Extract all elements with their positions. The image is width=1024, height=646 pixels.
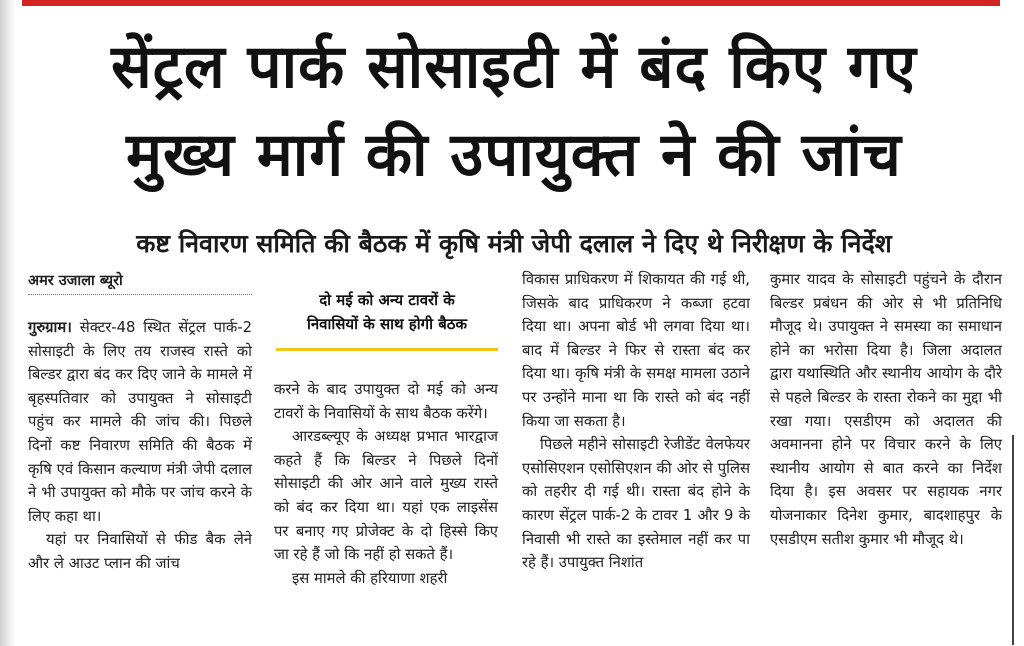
- pull-quote-line-2: निवासियों के साथ होगी बैठक: [306, 315, 468, 333]
- paragraph-text: सेक्टर-48 स्थित सेंट्रल पार्क-2 सोसाइटी के लिए तय राजस्व रास्ते को बिल्डर द्वारा बंद कर दिए जाने के मामले में बृहस्पतिवार को उपायुक्त ने सोसाइटी पहुंच कर मामले की जांच की। पिछले दिनों कष्ट निवारण समिति की बैठक में कृषि एवं किसान कल्याण मंत्री जेपी दलाल ने भी उपायुक्त को मौके पर जांच करने के लिए कहा था।: [28, 319, 252, 525]
- pull-quote-line-1: दो मई को अन्य टावरों के: [319, 291, 455, 309]
- article-paragraph: पिछले महीने सोसाइटी रेजीडेंट वेलफेयर एसोसिएशन एसोसिएशन की ओर से पुलिस को तहरीर दी गई थी। रास्ता बंद होने के कारण सेंट्रल पार्क-2 के टावर 1 और 9 के निवासी भी रास्ते का इस्तेमाल नहीं कर पा रहे हैं। उपायुक्त निशांत: [522, 436, 750, 572]
- article-paragraph: इस मामले की हरियाणा शहरी: [292, 569, 448, 587]
- headline-line-1: सेंट्रल पार्क सोसाइटी में बंद किए गए: [111, 32, 917, 102]
- article-paragraph: कुमार यादव के सोसाइटी पहुंचने के दौरान बिल्डर प्रबंधन की ओर से भी प्रतिनिधि मौजूद थे। उपायुक्त ने समस्या का समाधान होने का भरोसा दिया है। जिला अदालत द्वारा यथास्थिति और स्थानीय आयोग के दौरे से पहले बिल्डर के रास्ता रोकने का मुद्दा भी रखा गया। एसडीएम को अदालत की अवमानना होने पर विचार करने के लिए स्थानीय आयोग से बात करने का निर्देश दिया है। इस अवसर पर सहायक नगर योजनाकार दिनेश कुमार, बादशाहपुर के एसडीएम सतीश कुमार भी मौजूद थे।: [770, 271, 1002, 548]
- article-column-3: [522, 268, 750, 575]
- article-paragraph: करने के बाद उपायुक्त दो मई को अन्य टावरों के निवासियों के साथ बैठक करेंगे।: [274, 381, 498, 422]
- article-column-2: [274, 378, 498, 590]
- dateline: गुरुग्राम।: [28, 319, 72, 336]
- top-red-rule: [22, 0, 1000, 6]
- article-column-4: [770, 268, 1002, 551]
- byline: अमर उजाला ब्यूरो: [28, 268, 252, 295]
- pull-quote-box: [276, 288, 498, 336]
- article-paragraph: [28, 316, 252, 528]
- page-edge-shadow: [0, 0, 16, 646]
- article-paragraph: यहां पर निवासियों से फीड बैक लेने और ले आउट प्लान की जांच: [28, 531, 252, 572]
- pull-quote-underline: [276, 348, 498, 351]
- subheadline: कष्ट निवारण समिति की बैठक में कृषि मंत्री जेपी दलाल ने दिए थे निरीक्षण के निर्देश: [136, 229, 892, 258]
- article-column-1: [28, 268, 252, 576]
- headline-line-2: मुख्य मार्ग की उपायुक्त ने की जांच: [126, 120, 902, 190]
- right-edge-mark: [1012, 435, 1014, 645]
- article-paragraph: विकास प्राधिकरण में शिकायत की गई थी, जिसके बाद प्राधिकरण ने कब्जा हटवा दिया था। अपना बोर्ड भी लगवा दिया था। बाद में बिल्डर ने फिर से रास्ता बंद कर दिया था। कृषि मंत्री के समक्ष मामला उठाने पर उन्होंने माना था कि रास्ते को बंद नहीं किया जा सकता है।: [522, 271, 750, 430]
- article-paragraph: आरडब्ल्यूए के अध्यक्ष प्रभात भारद्वाज कहते हैं कि बिल्डर ने पिछले दिनों सोसाइटी की ओर आने वाले मुख्य रास्ते को बंद कर दिया था। यहां एक लाइसेंस पर बनाए गए प्रोजेक्ट के दो हिस्से किए जा रहे हैं जो कि नहीं हो सकते हैं।: [274, 428, 498, 564]
